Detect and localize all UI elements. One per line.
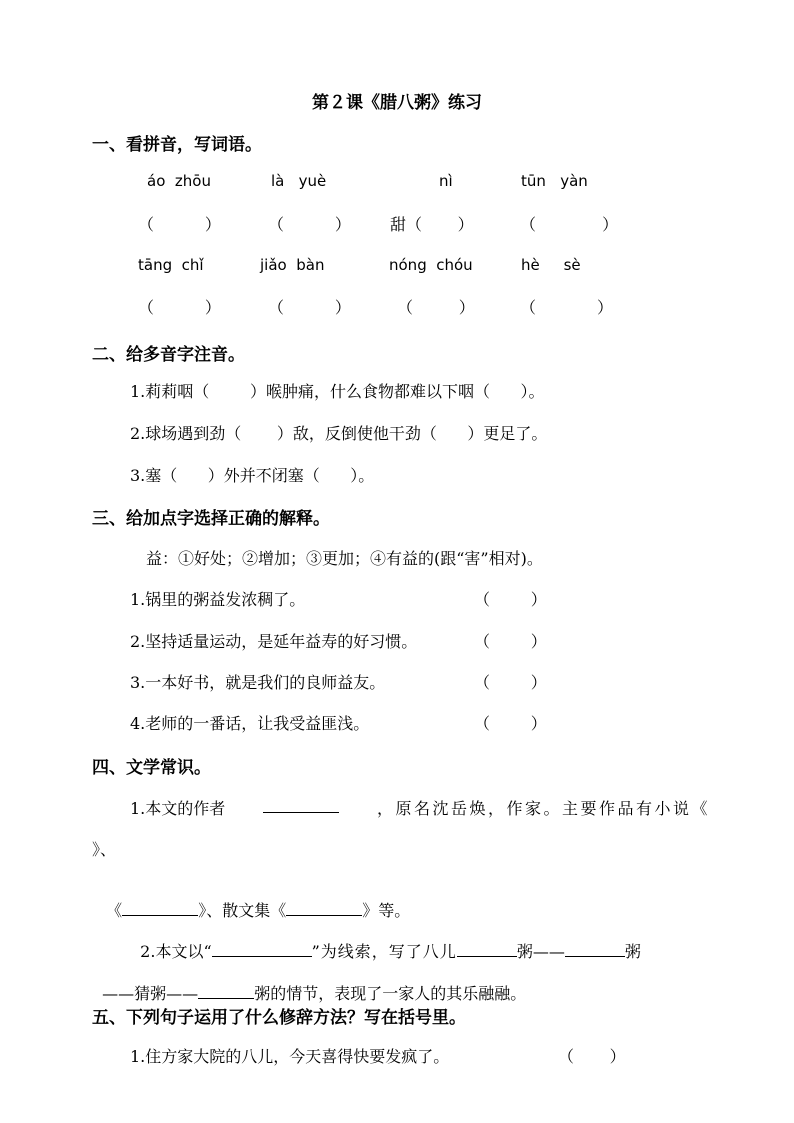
answer-blank[interactable]: （ ） <box>268 215 351 234</box>
fill-blank[interactable] <box>457 940 517 957</box>
pinyin: hè sè <box>521 256 581 274</box>
question-item: 2.坚持适量运动，是延年益寿的好习惯。 <box>130 632 418 651</box>
answer-blank[interactable]: （ ） <box>474 714 547 733</box>
pinyin: jiǎo bàn <box>260 256 325 274</box>
question-item <box>92 962 526 1004</box>
pinyin: tūn yàn <box>521 172 588 190</box>
pinyin: nì <box>439 172 453 190</box>
fill-blank[interactable] <box>263 796 339 813</box>
text-segment: 《 <box>106 901 123 920</box>
text-segment: ”为线索，写了八儿 <box>311 942 457 961</box>
fill-blank[interactable] <box>198 982 254 999</box>
answer-blank[interactable]: （ ） <box>520 298 614 317</box>
question-item: 2.球场遇到劲（ ）敌，反倒使他干劲（ ）更足了。 <box>130 424 548 443</box>
text-segment: 》等。 <box>362 901 411 920</box>
pinyin: tāng chǐ <box>138 256 204 274</box>
question-item <box>130 920 641 962</box>
text-segment: 》、 <box>92 840 117 859</box>
text-segment: 1.本文的作者 <box>130 799 226 818</box>
text-segment: 粥—— <box>516 942 565 961</box>
answer-blank[interactable]: （ ） <box>474 632 547 651</box>
answer-blank[interactable]: （ ） <box>138 298 221 317</box>
question-item: 1.锅里的粥益发浓稠了。 <box>130 590 306 609</box>
fill-blank[interactable] <box>122 899 198 916</box>
fill-blank[interactable] <box>565 940 625 957</box>
question-item: 3.塞（ ）外并不闭塞（ ）。 <box>130 466 375 485</box>
fill-blank[interactable] <box>212 940 312 957</box>
question-item: 1.住方家大院的八儿，今天喜得快要发疯了。 <box>130 1047 450 1066</box>
question-item <box>96 879 410 921</box>
page-title: 第２课《腊八粥》练习 <box>312 93 482 113</box>
text-segment: 2.本文以“ <box>140 942 212 961</box>
pinyin: là yuè <box>271 172 327 190</box>
answer-blank[interactable]: （ ） <box>474 673 547 692</box>
answer-blank[interactable]: 甜（ ） <box>390 215 474 234</box>
text-segment: 粥 <box>624 942 641 961</box>
text-segment: ，原名沈岳焕，作家。主要作品有小说《 <box>376 799 710 818</box>
answer-blank[interactable]: （ ） <box>520 215 619 234</box>
section2-heading: 二、给多音字注音。 <box>92 345 245 365</box>
definition-text: 益：①好处；②增加；③更加；④有益的(跟“害”相对)。 <box>146 549 543 568</box>
fill-blank[interactable] <box>286 899 362 916</box>
text-segment: ——猜粥—— <box>102 984 199 1003</box>
pinyin: áo zhōu <box>147 172 211 190</box>
section4-heading: 四、文学常识。 <box>92 758 211 778</box>
question-item <box>130 796 710 819</box>
question-item: 3.一本好书，就是我们的良师益友。 <box>130 673 386 692</box>
section3-heading: 三、给加点字选择正确的解释。 <box>92 509 330 529</box>
pinyin: nóng chóu <box>389 256 473 274</box>
section1-heading: 一、看拼音，写词语。 <box>92 135 262 155</box>
section5-heading: 五、下列句子运用了什么修辞方法？写在括号里。 <box>92 1008 466 1028</box>
question-item: 1.莉莉咽（ ）喉肿痛，什么食物都难以下咽（ ）。 <box>130 382 545 401</box>
answer-blank[interactable]: （ ） <box>474 590 547 609</box>
question-item: 4.老师的一番话，让我受益匪浅。 <box>130 714 370 733</box>
text-segment: 》、散文集《 <box>198 901 287 920</box>
answer-blank[interactable]: （ ） <box>558 1047 626 1066</box>
answer-blank[interactable]: （ ） <box>397 298 475 317</box>
text-segment: 粥的情节，表现了一家人的其乐融融。 <box>254 984 527 1003</box>
answer-blank[interactable]: （ ） <box>268 298 351 317</box>
answer-blank[interactable]: （ ） <box>138 215 221 234</box>
